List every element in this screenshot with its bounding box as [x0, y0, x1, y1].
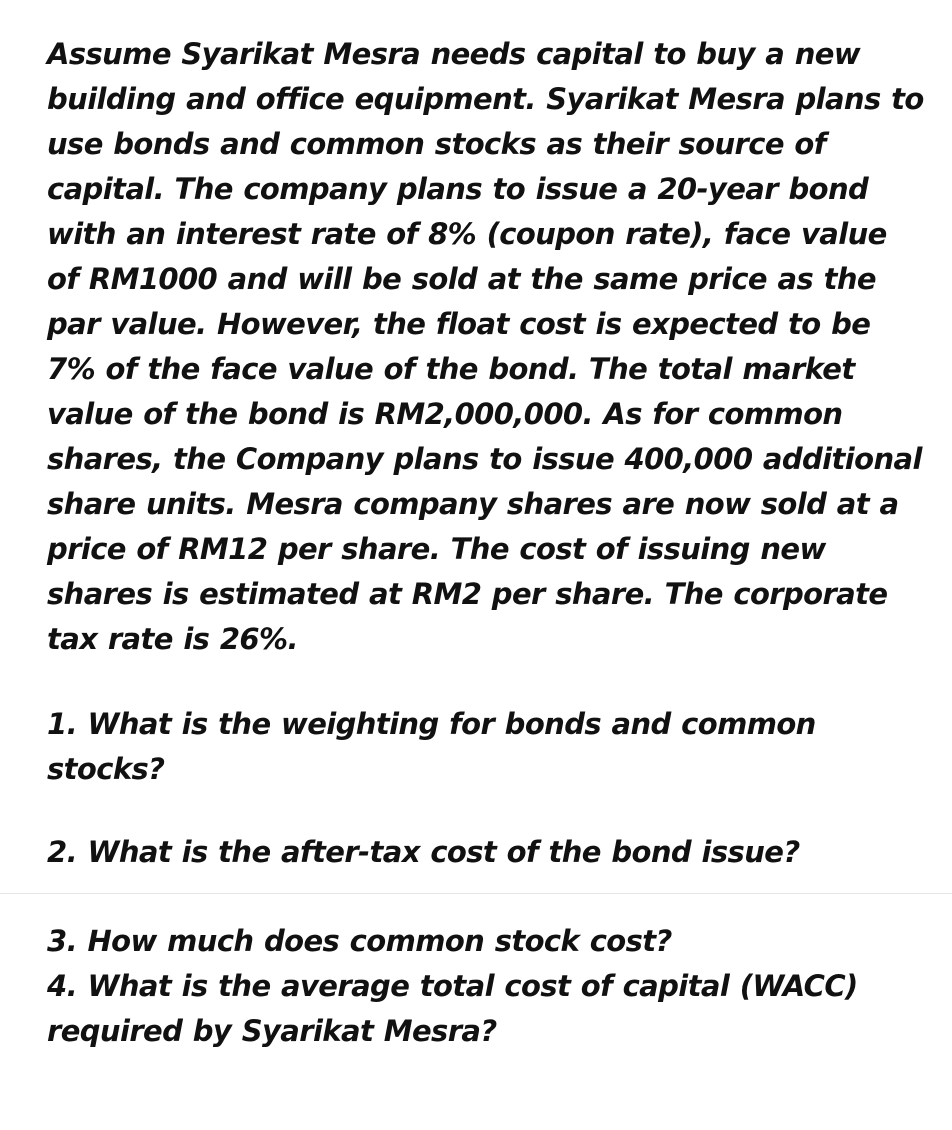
- question-2: 2. What is the after-tax cost of the bond issue?: [47, 835, 800, 869]
- question-4: 4. What is the average total cost of capital (WACC) required by Syarikat Mesra?: [47, 969, 858, 1048]
- section-divider: [0, 893, 952, 894]
- problem-statement: Assume Syarikat Mesra needs capital to buy a new building and office equipment. Syarikat Mesra plans to use bonds and common stocks as their source of capital. The company plans to issue a 20-year bond with an interest rate of 8% (coupon rate), face value of RM1000 and will be sold at the same price as the par value. However, the float cost is expected to be 7% of the face value of the bond. The total market value of the bond is RM2,000,000. As for common shares, the Company plans to issue 400,000 additional share units. Mesra company shares are now sold at a price of RM12 per share. The cost of issuing new shares is estimated at RM2 per share. The corporate tax rate is 26%.: [47, 37, 924, 656]
- document-body: [47, 32, 927, 875]
- question-1: 1. What is the weighting for bonds and common stocks?: [47, 707, 816, 786]
- question-3: 3. How much does common stock cost?: [47, 924, 672, 958]
- lower-questions: [47, 919, 927, 1054]
